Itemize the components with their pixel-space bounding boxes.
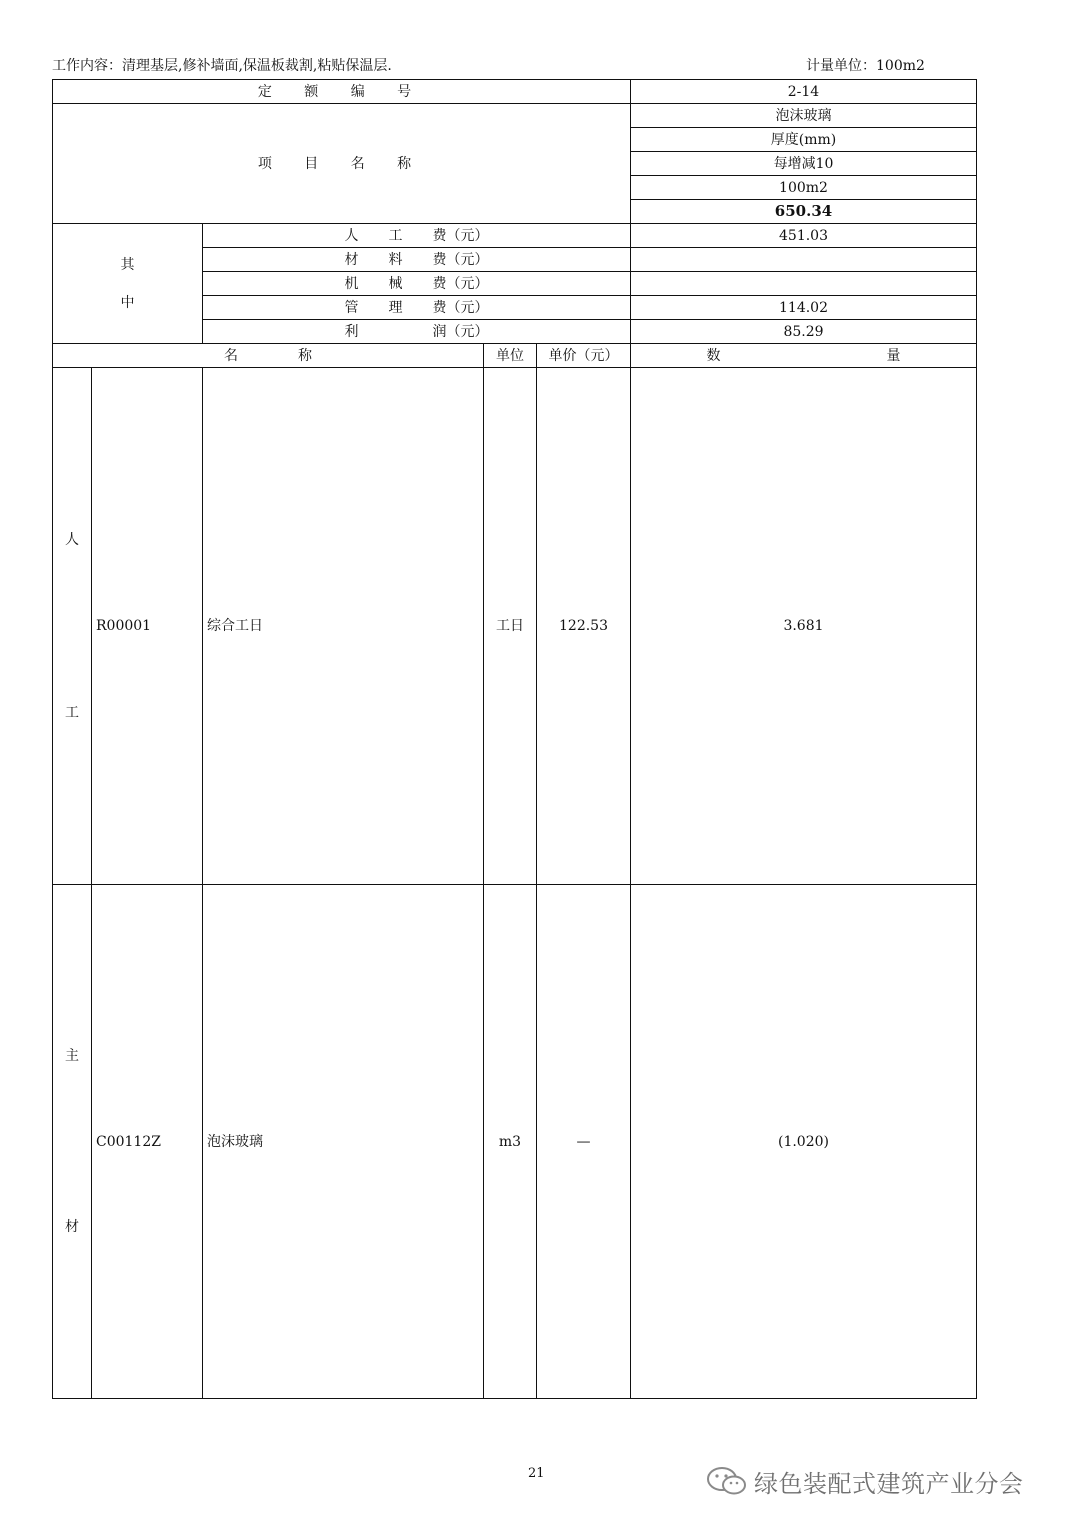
row-name: 泡沫玻璃	[203, 885, 484, 1399]
watermark	[706, 1462, 1046, 1498]
cost-value-machinery	[631, 272, 977, 296]
row-name: 综合工日	[203, 368, 484, 885]
quota-number: 2-14	[631, 80, 977, 104]
quota-table	[52, 79, 977, 1399]
row-code: R00001	[92, 368, 203, 885]
cost-value-management: 114.02	[631, 296, 977, 320]
category-main-material: 主 材	[53, 885, 92, 1399]
quota-number-label: 定 额 编 号	[53, 80, 631, 104]
quota-number-row	[53, 80, 977, 104]
of-which-label: 其 中	[53, 224, 203, 344]
cost-label-profit: 利 润（元）	[203, 320, 631, 344]
unit-of-measure: 计量单位：100m2	[806, 58, 925, 74]
row-unit-price: 122.53	[537, 368, 631, 885]
column-header-unit: 单位	[484, 344, 537, 368]
column-header-row	[53, 344, 977, 368]
work-content: 工作内容：清理基层,修补墙面,保温板裁割,粘贴保温层.	[52, 58, 392, 74]
item-name-label: 项 目 名 称	[53, 104, 631, 224]
cost-label-labor: 人 工 费（元）	[203, 224, 631, 248]
column-header-name: 名 称	[53, 344, 484, 368]
row-unit: m3	[484, 885, 537, 1399]
row-quantity: 3.681	[631, 368, 977, 885]
row-unit-price: —	[537, 885, 631, 1399]
cost-label-management: 管 理 费（元）	[203, 296, 631, 320]
category-labor: 人 工	[53, 368, 92, 885]
column-header-quantity: 数 量	[631, 344, 977, 368]
cost-value-material	[631, 248, 977, 272]
item-line-increment: 每增减10	[631, 152, 977, 176]
cost-value-profit: 85.29	[631, 320, 977, 344]
base-price: 650.34	[631, 200, 977, 224]
row-code: C00112Z	[92, 885, 203, 1399]
page-number: 21	[528, 1466, 545, 1481]
table-row	[53, 368, 977, 885]
cost-value-labor: 451.03	[631, 224, 977, 248]
cost-label-machinery: 机 械 费（元）	[203, 272, 631, 296]
cost-row-labor	[53, 224, 977, 248]
cost-label-material: 材 料 费（元）	[203, 248, 631, 272]
watermark-text: 绿色装配式建筑产业分会	[754, 1470, 1024, 1498]
item-line-thickness: 厚度(mm)	[631, 128, 977, 152]
item-line-unit: 100m2	[631, 176, 977, 200]
row-unit: 工日	[484, 368, 537, 885]
item-name-row	[53, 104, 977, 128]
table-row	[53, 885, 977, 1399]
item-line-material: 泡沫玻璃	[631, 104, 977, 128]
column-header-unit-price: 单价（元）	[537, 344, 631, 368]
wechat-icon	[706, 1466, 748, 1496]
row-quantity: (1.020)	[631, 885, 977, 1399]
